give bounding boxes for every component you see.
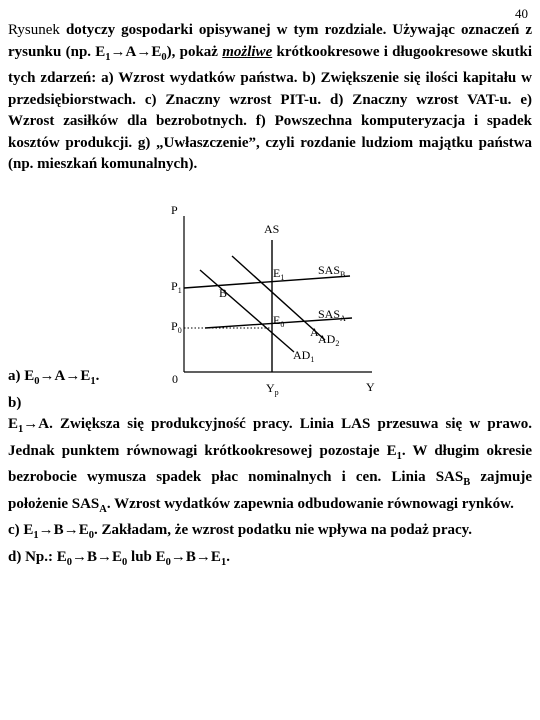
sub: 0 [66,556,73,568]
answer-text: E [210,548,221,565]
answer-text: B [87,548,98,565]
sub: 1 [18,424,24,435]
answer-d [8,547,532,574]
answer-text: . W długim okresie bezrobocie wymusza spadek płac nominalnych i cen. Linia SAS [8,442,532,485]
sas-b-label: $SAS_B$ [318,263,346,279]
answer-text: E [8,416,19,432]
intro-text: ), pokaż [166,43,223,60]
intro-lead: Rysunek [8,22,60,38]
answer-text: . [226,548,230,565]
intro-text: dotyczy gospodarki opisywanej w tym rozdziale. Używając oznaczeń z rysunku (np. E [8,22,532,60]
answer-text: A [54,368,66,384]
arrow: → [72,548,88,565]
e1-label: $E_1$ [273,266,285,282]
sub: 0 [122,556,128,568]
ad1-line [200,270,294,352]
sub: A [99,503,107,515]
answer-text: E [80,368,91,384]
arrow: → [39,368,55,384]
arrow: → [136,43,152,60]
ad2-label: $AD_2$ [318,332,340,348]
answer-text: . [95,368,100,384]
p0-label: $P_0$ [171,319,182,335]
sub: 0 [88,530,94,541]
sub: 0 [161,51,167,63]
arrow: → [97,548,113,565]
answer-text: . Zakładam, że wzrost podatku nie wpływa na podaż pracy. [93,522,473,538]
answer-text: zajmuje położenie SAS [8,469,532,512]
answers-block [8,366,532,573]
sub: 1 [220,556,227,568]
p1-label: $P_1$ [171,279,182,295]
arrow: → [65,368,81,384]
answer-text: c) E [8,522,34,538]
e0-label: $E_0$ [273,313,285,329]
b-label: B [219,286,228,300]
sub: B [463,477,471,488]
answer-text: B [185,548,196,565]
page-number: 40 [515,6,528,21]
answer-text: A. Zwiększa się produkcyjność pracy. Linia LAS przesuwa się w prawo. Jednak punktem równowagi krótkookresowej pozostaje E [8,416,532,459]
answer-text: a) E [8,368,35,384]
answer-text: lub E [127,548,166,565]
answer-a [8,366,532,393]
answer-text: d) Np.: E [8,548,67,565]
arrow: → [38,522,54,538]
arrow: → [170,548,186,565]
intro-text: A [125,43,137,60]
answer-text: B [53,522,64,538]
intro-text: E [151,43,162,60]
origin-label: 0 [172,372,178,386]
intro-emphasis: możliwe [222,43,273,60]
as-label: AS [264,222,280,236]
arrow: → [63,522,79,538]
answer-text: E [78,522,89,538]
arrow: → [195,548,211,565]
answer-b [8,414,532,520]
a-label: A [310,325,319,339]
arrow: → [23,416,39,432]
y-axis-label: P [171,203,178,217]
yp-label: $Y_p$ [266,381,279,397]
intro-text: krótkookresowe i długookresowe skutki tych zdarzeń: a) Wzrost wydatków państwa. b) Zwiększenie się ilości kapitału w przedsiębiorstwach. c) Znaczny wzrost PIT-u. d) Znaczny wzrost VAT-u. e) Wzrost zasiłków dla bezrobotnych. f) Powszechna komputeryzacja i spadek kosztów produkcji. g) „Uwłaszczenie”, czyli rozdanie ludziom majątku państwa (np. mieszkań komunalnych). [8,43,532,172]
x-axis-label: Y [366,380,375,394]
sub: 1 [90,376,96,387]
sub: 1 [105,51,111,63]
sub: 0 [165,556,171,568]
sas-a-label: $SAS_A$ [318,307,346,323]
answer-text: E [112,548,123,565]
sub: 1 [33,530,39,541]
answer-c [8,520,532,547]
answer-b-label: b) [8,394,22,411]
answer-text: . Wzrost wydatków zapewnia odbudowanie równowagi rynków. [106,495,514,512]
arrow: → [110,43,126,60]
sub: 0 [34,376,40,387]
ad1-label: $AD_1$ [293,348,315,364]
sub: 1 [396,450,402,462]
